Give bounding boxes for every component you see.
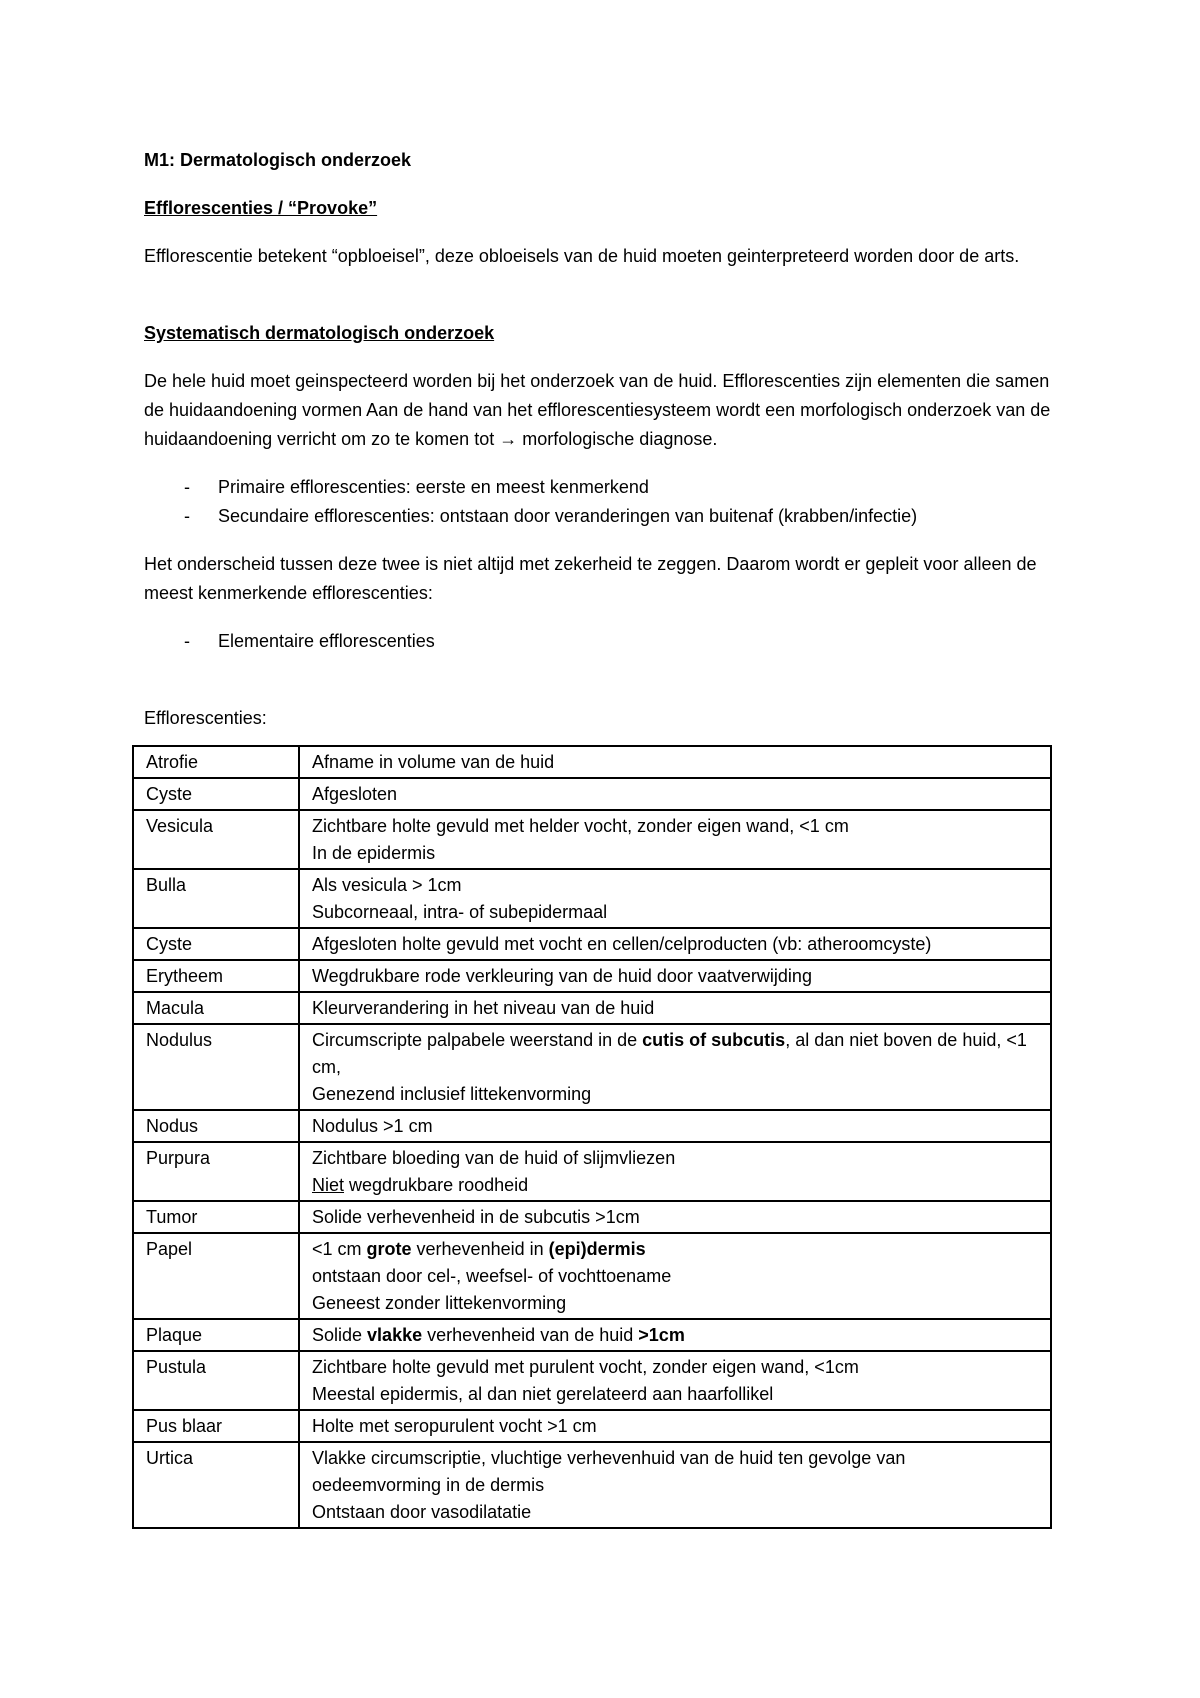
table-row [133,1442,1051,1528]
paragraph-systematisch [144,367,1054,454]
definition-cell [299,1233,1051,1319]
term-cell: Pus blaar [133,1410,299,1442]
text-run: , al dan niet boven de huid, <1 cm, [312,1030,1027,1077]
text-run: verhevenheid van de huid [422,1325,639,1345]
table-row [133,1110,1051,1142]
definition-line: Zichtbare bloeding van de huid of slijmvliezen [312,1148,676,1168]
bullet-text: Elementaire efflorescenties [218,631,435,651]
definition-line: Ontstaan door vasodilatatie [312,1502,532,1522]
bullet-list-elementaire [144,627,1054,656]
term-cell: Vesicula [133,810,299,869]
definition-cell [299,810,1051,869]
bullet-item [144,627,1054,656]
document-title: M1: Dermatologisch onderzoek [144,150,412,170]
term-cell: Erytheem [133,960,299,992]
table-row [133,778,1051,810]
bullet-item [144,473,1054,502]
definition-cell [299,1110,1051,1142]
definition-line: Holte met seropurulent vocht >1 cm [312,1416,597,1436]
term-cell: Nodulus [133,1024,299,1110]
definition-line: Geneest zonder littekenvorming [312,1293,567,1313]
definition-line: Meestal epidermis, al dan niet gerelateerd aan haarfollikel [312,1384,774,1404]
bold-text: >1cm [638,1325,685,1345]
bold-text: (epi)dermis [548,1239,646,1259]
efflorescenties-table [132,745,1052,1529]
term-cell: Macula [133,992,299,1024]
text-run: <1 cm [312,1239,367,1259]
table-row [133,810,1051,869]
definition-line: Afname in volume van de huid [312,752,555,772]
definition-line: Afgesloten holte gevuld met vocht en cellen/celproducten (vb: atheroomcyste) [312,934,932,954]
paragraph-definition: Efflorescentie betekent “opbloeisel”, deze obloeisels van de huid moeten geinterpreteerd worden door de arts. [144,246,1020,266]
spacer [144,675,1054,704]
definition-cell [299,928,1051,960]
definition-cell [299,992,1051,1024]
table-row [133,1233,1051,1319]
definition-line: In de epidermis [312,843,436,863]
paragraph-text-a: De hele huid moet geinspecteerd worden bij het onderzoek van de huid. Efflorescenties zijn elementen die samen de huidaandoening vormen Aan de hand van het efflorescentiesysteem wordt een morfologisch onderzoek van de huidaandoening verricht om zo te komen tot [144,371,1051,449]
section-heading-systematisch: Systematisch dermatologisch onderzoek [144,323,495,343]
dash-bullet: - [184,631,190,651]
table-row [133,928,1051,960]
definition-cell [299,1142,1051,1201]
table-row [133,1351,1051,1410]
term-cell: Urtica [133,1442,299,1528]
table-row [133,746,1051,778]
bullet-list-primary-secondary [144,473,1054,531]
document-content [144,146,1054,1529]
table-row [133,1024,1051,1110]
table-row [133,1201,1051,1233]
term-cell: Nodus [133,1110,299,1142]
term-cell: Purpura [133,1142,299,1201]
definition-line: Solide verhevenheid in de subcutis >1cm [312,1207,640,1227]
term-cell: Atrofie [133,746,299,778]
term-cell: Pustula [133,1351,299,1410]
section-heading-efflorescenties: Efflorescenties / “Provoke” [144,198,378,218]
bullet-text: Secundaire efflorescenties: ontstaan door veranderingen van buitenaf (krabben/infectie) [218,506,918,526]
definition-line: Zichtbare holte gevuld met helder vocht, zonder eigen wand, <1 cm [312,816,849,836]
definition-line: Genezend inclusief littekenvorming [312,1084,592,1104]
definition-line: Vlakke circumscriptie, vluchtige verhevenhuid van de huid ten gevolge van oedeemvorming in de dermis [312,1448,906,1495]
definition-line: ontstaan door cel-, weefsel- of vochttoename [312,1266,672,1286]
bold-text: cutis of subcutis [642,1030,786,1050]
dash-bullet: - [184,506,190,526]
definition-line: Als vesicula > 1cm [312,875,462,895]
definition-line [312,1027,1038,1081]
term-cell: Tumor [133,1201,299,1233]
table-row [133,1142,1051,1201]
table-row [133,960,1051,992]
term-cell: Plaque [133,1319,299,1351]
definition-cell [299,1319,1051,1351]
underlined-text: Niet [312,1175,345,1195]
text-run: verhevenheid in [411,1239,549,1259]
definition-line: Kleurverandering in het niveau van de huid [312,998,655,1018]
definition-line: Wegdrukbare rode verkleuring van de huid door vaatverwijding [312,966,812,986]
text-run: Circumscripte palpabele weerstand in de [312,1030,643,1050]
definition-cell [299,746,1051,778]
definition-cell [299,1351,1051,1410]
definition-line [312,1322,1038,1349]
table-row [133,1319,1051,1351]
table-row [133,992,1051,1024]
term-cell: Papel [133,1233,299,1319]
arrow-icon: → [499,429,518,449]
definition-line: Nodulus >1 cm [312,1116,433,1136]
definition-cell [299,960,1051,992]
table-row [133,1410,1051,1442]
bullet-text: Primaire efflorescenties: eerste en meest kenmerkend [218,477,649,497]
term-cell: Cyste [133,778,299,810]
table-label: Efflorescenties: [144,708,267,728]
definition-cell [299,1410,1051,1442]
definition-line: Subcorneaal, intra- of subepidermaal [312,902,608,922]
bold-text: grote [366,1239,412,1259]
table-row [133,869,1051,928]
text-run: wegdrukbare roodheid [344,1175,529,1195]
bold-text: vlakke [367,1325,423,1345]
definition-cell [299,1201,1051,1233]
dash-bullet: - [184,477,190,497]
definition-cell [299,1442,1051,1528]
definition-line [312,1172,1038,1199]
text-run: Solide [312,1325,368,1345]
paragraph-text-b: morfologische diagnose. [522,429,718,449]
spacer [144,290,1054,319]
definition-line: Afgesloten [312,784,398,804]
bullet-item [144,502,1054,531]
definition-cell [299,1024,1051,1110]
paragraph-onderscheid: Het onderscheid tussen deze twee is niet altijd met zekerheid te zeggen. Daarom wordt er gepleit voor alleen de meest kenmerkende efflorescenties: [144,554,1037,603]
definition-cell [299,869,1051,928]
term-cell: Cyste [133,928,299,960]
definition-cell [299,778,1051,810]
term-cell: Bulla [133,869,299,928]
definition-line [312,1236,1038,1263]
definition-line: Zichtbare holte gevuld met purulent vocht, zonder eigen wand, <1cm [312,1357,859,1377]
